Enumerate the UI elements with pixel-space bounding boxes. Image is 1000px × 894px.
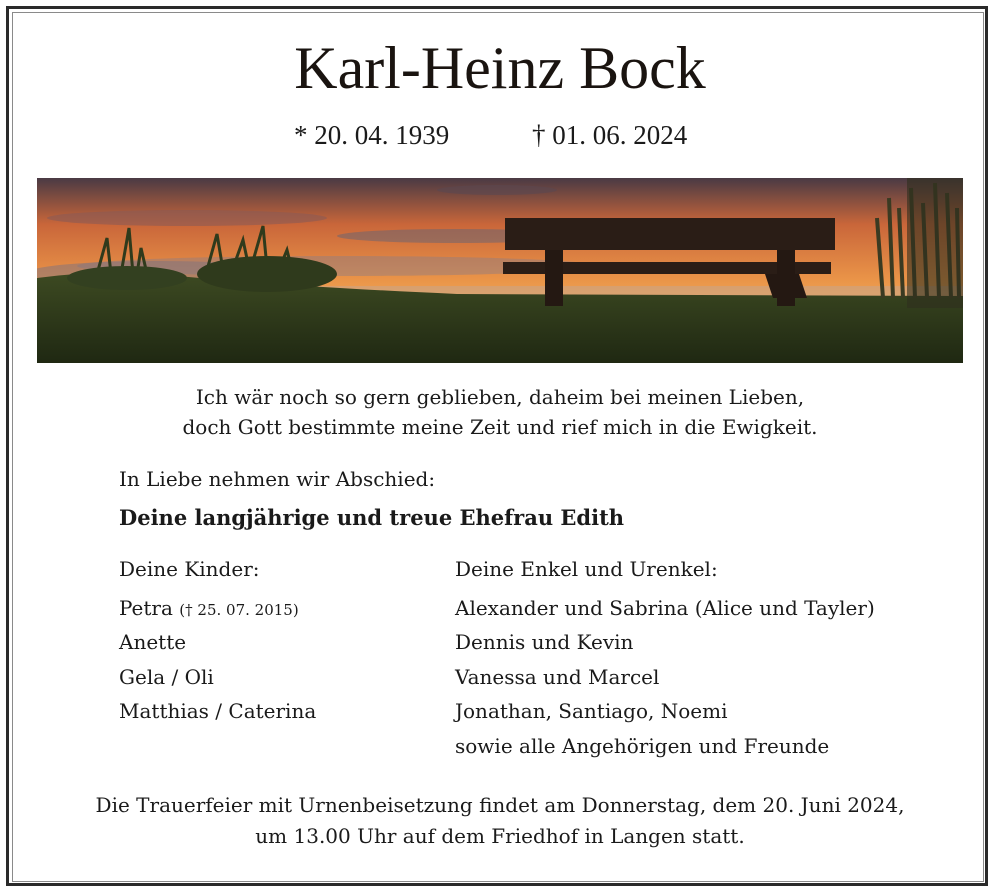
- relatives-line: sowie alle Angehörigen und Freunde: [455, 734, 830, 758]
- farewell-intro: In Liebe nehmen wir Abschied:: [119, 467, 436, 491]
- life-dates: [0, 120, 1000, 160]
- funeral-notice-line-1: Die Trauerfeier mit Urnenbeisetzung findet am Donnerstag, dem 20. Juni 2024,: [95, 793, 905, 817]
- grandchildren-heading: Deine Enkel und Urenkel:: [455, 557, 718, 581]
- spouse-line: Deine langjährige und treue Ehefrau Edith: [119, 505, 625, 530]
- poem-line-1: Ich wär noch so gern geblieben, daheim bei meinen Lieben,: [195, 385, 805, 409]
- poem-line-2: doch Gott bestimmte meine Zeit und rief mich in die Ewigkeit.: [182, 415, 818, 439]
- child-item: Matthias / Caterina: [119, 699, 317, 723]
- funeral-notice: [0, 790, 1000, 852]
- child-item: Gela / Oli: [119, 665, 214, 689]
- deceased-name: Karl-Heinz Bock: [294, 35, 706, 101]
- grandchild-item: Vanessa und Marcel: [455, 665, 660, 689]
- grandchild-item: Jonathan, Santiago, Noemi: [455, 699, 728, 723]
- child-item: Anette: [119, 630, 187, 654]
- child-name: Petra: [119, 596, 173, 620]
- bench-sunset-image: [37, 178, 963, 363]
- bench-sunset-photo: [37, 178, 963, 363]
- birth-date: * 20. 04. 1939: [294, 120, 450, 150]
- child-item: [119, 595, 299, 623]
- grandchild-item: Dennis und Kevin: [455, 630, 634, 654]
- death-date: † 01. 06. 2024: [532, 120, 688, 150]
- children-heading: Deine Kinder:: [119, 557, 260, 581]
- child-death-note: († 25. 07. 2015): [179, 601, 299, 619]
- funeral-notice-line-2: um 13.00 Uhr auf dem Friedhof in Langen statt.: [255, 824, 745, 848]
- grandchild-item: Alexander und Sabrina (Alice und Tayler): [455, 596, 875, 620]
- poem: [0, 382, 1000, 442]
